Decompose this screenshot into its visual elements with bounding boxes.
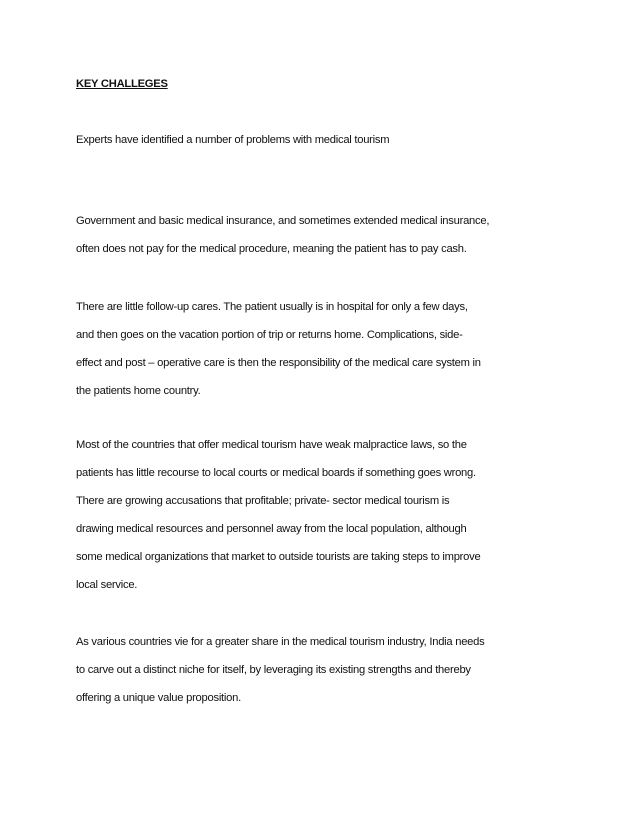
paragraph-line: some medical organizations that market to outside tourists are taking steps to improve xyxy=(76,551,481,563)
paragraph-line: local service. xyxy=(76,579,138,591)
paragraph-line: Most of the countries that offer medical tourism have weak malpractice laws, so the xyxy=(76,439,467,451)
page-title xyxy=(76,76,546,104)
paragraph-line: the patients home country. xyxy=(76,385,201,397)
paragraph-line: Government and basic medical insurance, and sometimes extended medical insurance, xyxy=(76,215,490,227)
paragraph-line: There are little follow-up cares. The patient usually is in hospital for only a few days, xyxy=(76,301,468,313)
paragraph-malpractice xyxy=(76,437,546,605)
paragraph-line: There are growing accusations that profitable; private- sector medical tourism is xyxy=(76,495,450,507)
paragraph-insurance xyxy=(76,213,546,269)
heading-text: KEY CHALLEGES xyxy=(76,78,168,90)
paragraph-line: to carve out a distinct niche for itself, by leveraging its existing strengths and thereby xyxy=(76,664,471,676)
paragraph-follow-up-care xyxy=(76,299,546,411)
paragraph-india-niche xyxy=(76,634,546,718)
intro-text: Experts have identified a number of problems with medical tourism xyxy=(76,134,390,146)
paragraph-line: drawing medical resources and personnel away from the local population, although xyxy=(76,523,467,535)
paragraph-line: offering a unique value proposition. xyxy=(76,692,241,704)
paragraph-line: and then goes on the vacation portion of trip or returns home. Complications, side- xyxy=(76,329,463,341)
paragraph-line: effect and post – operative care is then the responsibility of the medical care system in xyxy=(76,357,481,369)
paragraph-line: As various countries vie for a greater share in the medical tourism industry, India needs xyxy=(76,636,485,648)
intro-paragraph xyxy=(76,132,546,160)
paragraph-line: often does not pay for the medical procedure, meaning the patient has to pay cash. xyxy=(76,243,467,255)
paragraph-line: patients has little recourse to local courts or medical boards if something goes wrong. xyxy=(76,467,476,479)
